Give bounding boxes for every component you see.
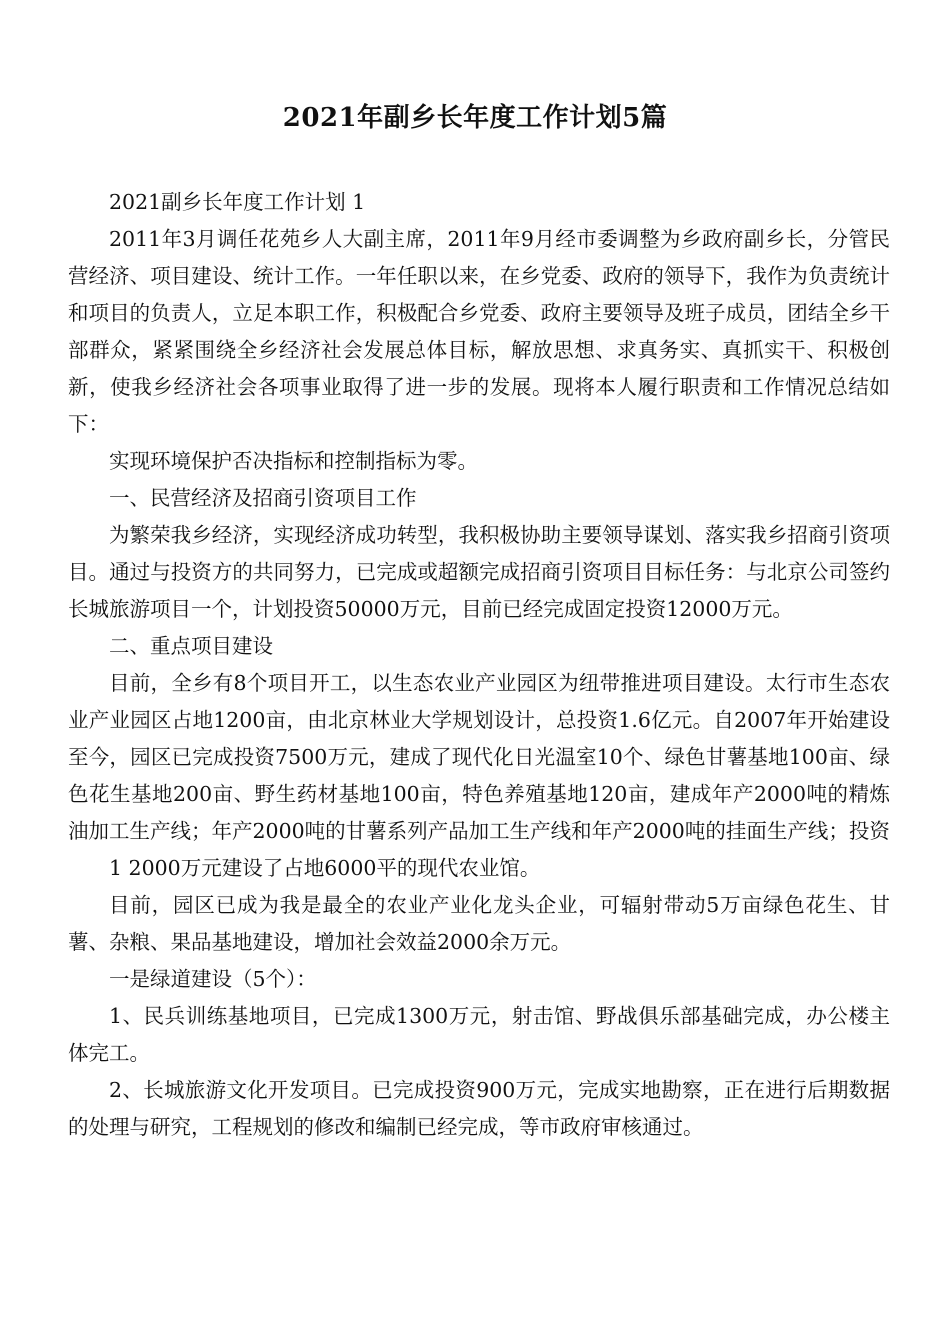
section-heading-private-economy: 一、民营经济及招商引资项目工作 xyxy=(109,486,417,510)
environment-paragraph: 实现环境保护否决指标和控制指标为零。 xyxy=(109,449,478,473)
list-item: 2、长城旅游文化开发项目。已完成投资900万元，完成实地勘察，正在进行后期数据的处理与研究，工程规划的修改和编制已经完成，等市政府审核通过。 xyxy=(68,1078,890,1139)
list-item: 1、民兵训练基地项目，已完成1300万元，射击馆、野战俱乐部基础完成，办公楼主体完工。 xyxy=(68,1004,890,1065)
greenway-heading: 一是绿道建设（5个）： xyxy=(109,967,317,991)
document-body xyxy=(68,184,890,1146)
projects-paragraph: 目前，全乡有8个项目开工，以生态农业产业园区为纽带推进项目建设。太行市生态农业产业园区占地1200亩，由北京林业大学规划设计，总投资1.6亿元。自2007年开始建设至今，园区已完成投资7500万元，建成了现代化日光温室10个、绿色甘薯基地100亩、绿色花生基地200亩、野生药材基地100亩，特色养殖基地120亩，建成年产2000吨的精炼油加工生产线；年产2000吨的甘薯系列产品加工生产线和年产2000吨的挂面生产线；投资 xyxy=(68,671,890,843)
agriculture-hall-paragraph: 1 2000万元建设了占地6000平的现代农业馆。 xyxy=(109,856,541,880)
section-heading-key-projects: 二、重点项目建设 xyxy=(109,634,273,658)
park-paragraph: 目前，园区已成为我是最全的农业产业化龙头企业，可辐射带动5万亩绿色花生、甘薯、杂粮、果品基地建设，增加社会效益2000余万元。 xyxy=(68,893,890,954)
investment-paragraph: 为繁荣我乡经济，实现经济成功转型，我积极协助主要领导谋划、落实我乡招商引资项目。通过与投资方的共同努力，已完成或超额完成招商引资项目目标任务：与北京公司签约长城旅游项目一个，计划投资50000万元，目前已经完成固定投资12000万元。 xyxy=(68,523,890,621)
intro-paragraph: 2011年3月调任花苑乡人大副主席，2011年9月经市委调整为乡政府副乡长，分管民营经济、项目建设、统计工作。一年任职以来，在乡党委、政府的领导下，我作为负责统计和项目的负责人，立足本职工作，积极配合乡党委、政府主要领导及班子成员，团结全乡干部群众，紧紧围绕全乡经济社会发展总体目标，解放思想、求真务实、真抓实干、积极创新，使我乡经济社会各项事业取得了进一步的发展。现将本人履行职责和工作情况总结如下： xyxy=(68,227,890,436)
plan-heading: 2021副乡长年度工作计划 1 xyxy=(109,190,366,214)
document-title: 2021年副乡长年度工作计划5篇 xyxy=(282,103,668,133)
